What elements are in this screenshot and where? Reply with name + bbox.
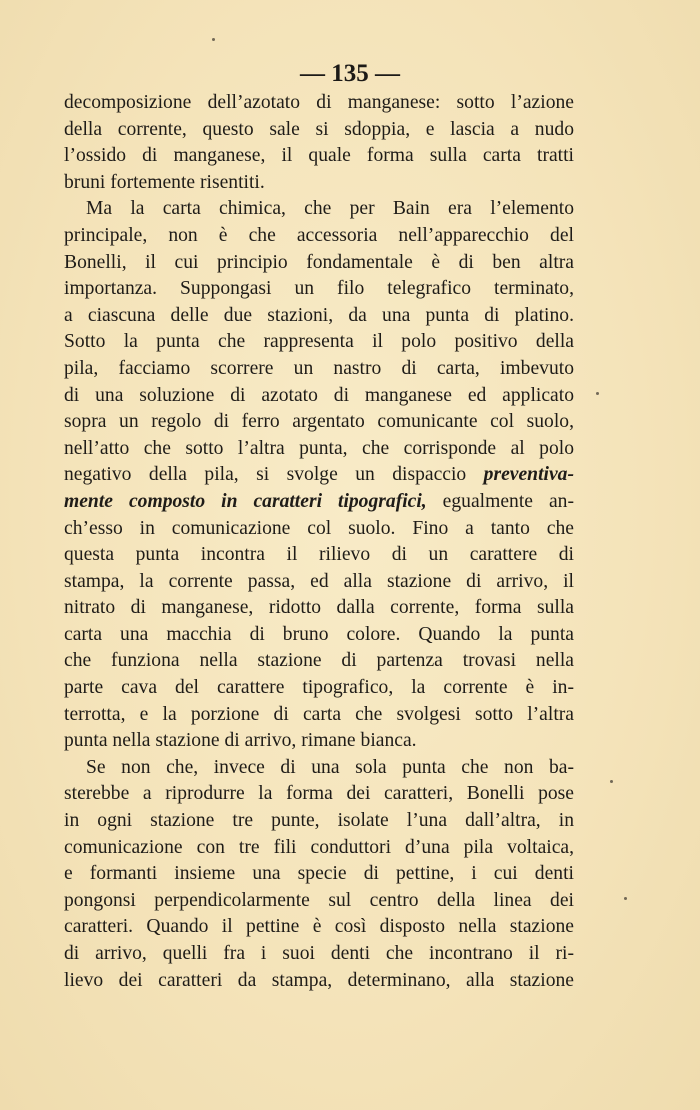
text-line: decomposizione dell’azotato di manganese: sotto l’azione: [64, 92, 574, 113]
text-line: [64, 462, 574, 489]
emphasized-text: mente composto in caratteri tipografici,: [64, 490, 427, 512]
text-line: a ciascuna delle due stazioni, da una punta di platino.: [64, 304, 574, 326]
text-line: sopra un regolo di ferro argentato comunicante col suolo,: [64, 411, 574, 433]
text-line: Se non che, invece di una sola punta che non ba-: [86, 756, 574, 778]
text-line: di una soluzione di azotato di manganese ed applicato: [64, 384, 574, 406]
emphasized-text: preventiva-: [483, 464, 574, 486]
text-line: ch’esso in comunicazione col suolo. Fino a tanto che: [64, 517, 574, 539]
text-line: in ogni stazione tre punte, isolate l’una dall’altra, in: [64, 810, 574, 832]
text-segment: egualmente an-: [426, 490, 574, 512]
text-line: sterebbe a riprodurre la forma dei caratteri, Bonelli pose: [64, 783, 574, 805]
ink-speck: [624, 897, 627, 900]
text-line: comunicazione con tre fili conduttori d’una pila voltaica,: [64, 836, 574, 858]
text-line: Ma la carta chimica, che per Bain era l’elemento: [86, 198, 574, 220]
text-line: Sotto la punta che rappresenta il polo positivo della: [64, 331, 574, 353]
text-line: carta una macchia di bruno colore. Quando la punta: [64, 623, 574, 645]
text-line: [64, 489, 574, 516]
text-line: importanza. Suppongasi un filo telegrafico terminato,: [64, 278, 574, 300]
text-line: e formanti insieme una specie di pettine, i cui denti: [64, 863, 574, 885]
text-line: della corrente, questo sale si sdoppia, e lascia a nudo: [64, 118, 574, 140]
page-number: — 135 —: [300, 60, 400, 87]
text-line: caratteri. Quando il pettine è così disposto nella stazione: [64, 916, 574, 938]
text-line: che funziona nella stazione di partenza trovasi nella: [64, 650, 574, 672]
ink-speck: [610, 780, 613, 783]
text-line: lievo dei caratteri da stampa, determinano, alla stazione: [64, 969, 574, 991]
text-line: bruni fortemente risentiti.: [64, 171, 265, 193]
ink-speck: [212, 38, 215, 41]
text-line: Bonelli, il cui principio fondamentale è di ben altra: [64, 251, 574, 273]
text-line: punta nella stazione di arrivo, rimane bianca.: [64, 730, 417, 752]
text-segment: negativo della pila, si svolge un dispaccio: [64, 464, 484, 486]
text-line: principale, non è che accessoria nell’apparecchio del: [64, 224, 574, 246]
text-line: nell’atto che sotto l’altra punta, che corrisponde al polo: [64, 437, 574, 459]
body-text: [64, 90, 574, 994]
ink-speck: [596, 392, 599, 395]
text-line: pongonsi perpendicolarmente sul centro della linea dei: [64, 889, 574, 911]
text-line: nitrato di manganese, ridotto dalla corrente, forma sulla: [64, 597, 574, 619]
text-line: parte cava del carattere tipografico, la corrente è in-: [64, 677, 574, 699]
text-line: di arrivo, quelli fra i suoi denti che incontrano il ri-: [64, 943, 574, 964]
text-line: questa punta incontra il rilievo di un carattere di: [64, 544, 574, 566]
text-line: l’ossido di manganese, il quale forma sulla carta tratti: [64, 145, 574, 167]
text-line: stampa, la corrente passa, ed alla stazione di arrivo, il: [64, 570, 574, 592]
text-line: terrotta, e la porzione di carta che svolgesi sotto l’altra: [64, 703, 574, 725]
text-line: pila, facciamo scorrere un nastro di carta, imbevuto: [64, 357, 574, 379]
